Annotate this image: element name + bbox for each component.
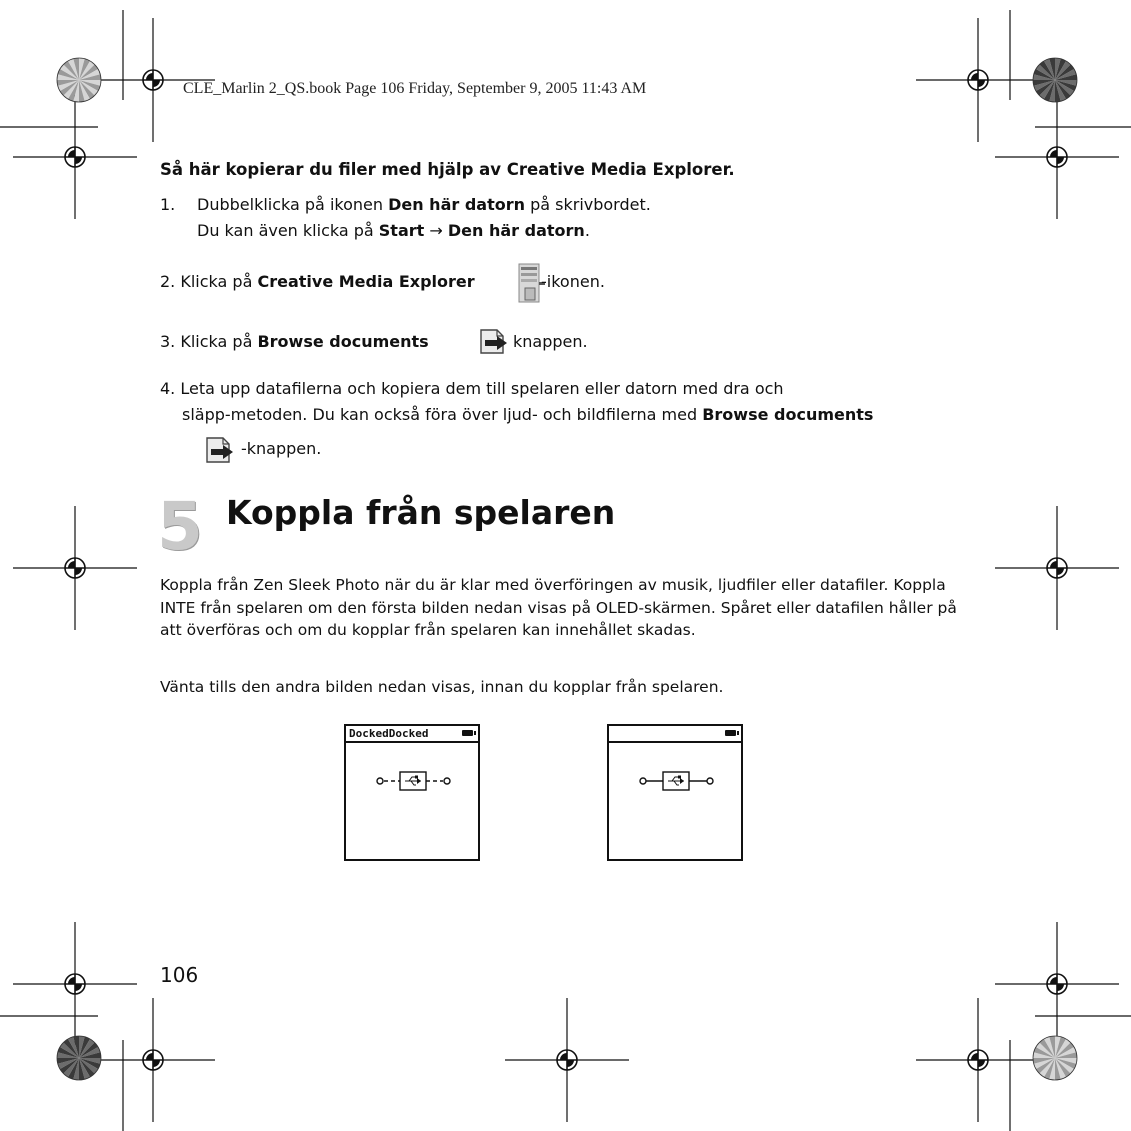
step-1-line-2: Du kan även klicka på Start → Den här datorn. [197, 221, 590, 240]
intro-heading: Så här kopierar du filer med hjälp av Creative Media Explorer. [160, 160, 735, 179]
step-4-line-2: släpp-metoden. Du kan också föra över ljud- och bildfilerna med Browse documents [182, 405, 874, 424]
color-bar-wheel-icon [57, 58, 101, 102]
usb-connection-dashed-icon [376, 766, 452, 796]
registration-target-icon [916, 18, 1040, 142]
body-paragraph: Koppla från Zen Sleek Photo när du är klar med överföringen av musik, ljudfiler eller datafiler. Koppla INTE från spelaren om den första bilden nedan visas på OLED-skärmen. Spåret eller datafilen håller på att överföras och om du kopplar från spelaren kan innehållet skadas. [160, 576, 957, 639]
step-number: 1. [160, 195, 176, 214]
oled-screen-transferring [344, 724, 480, 861]
section-number: 5 [157, 488, 203, 565]
step-number: 4. [160, 379, 176, 398]
section-title: Koppla från spelaren [226, 493, 616, 532]
screen-status-bar [609, 726, 741, 743]
page-number: 106 [160, 963, 199, 987]
battery-icon [462, 730, 473, 736]
color-bar-wheel-icon [1033, 58, 1077, 102]
step-1: 1. Dubbelklicka på ikonen Den här datorn på skrivbordet. [160, 193, 651, 217]
header-slug: CLE_Marlin 2_QS.book Page 106 Friday, September 9, 2005 11:43 AM [183, 80, 647, 97]
step-3-suffix: knappen. [513, 332, 588, 351]
registration-target-icon [995, 922, 1119, 1046]
registration-target-icon [995, 506, 1119, 630]
step-number: 2. [160, 272, 176, 291]
browse-documents-icon [201, 434, 237, 466]
color-bar-wheel-icon [57, 1036, 101, 1080]
registration-target-icon [13, 922, 137, 1046]
step-2: 2. Klicka på Creative Media Explorer [160, 272, 475, 291]
screen-title: DockedDocked [349, 727, 429, 740]
screen-status-bar [346, 726, 478, 743]
step-3: 3. Klicka på Browse documents [160, 332, 429, 351]
battery-icon [725, 730, 736, 736]
step-number: 3. [160, 332, 176, 351]
registration-target-icon [13, 95, 137, 219]
step-2-suffix: -ikonen. [541, 272, 605, 291]
step-4-suffix: -knappen. [241, 439, 322, 458]
registration-target-icon [995, 95, 1119, 219]
step-4: 4. Leta upp datafilerna och kopiera dem till spelaren eller datorn med dra och [160, 379, 784, 398]
registration-target-icon [91, 998, 215, 1122]
oled-screen-ready [607, 724, 743, 861]
registration-target-icon [505, 998, 629, 1122]
browse-documents-icon [475, 326, 511, 356]
color-bar-wheel-icon [1033, 1036, 1077, 1080]
registration-target-icon [13, 506, 137, 630]
registration-target-icon [916, 998, 1040, 1122]
arrow-right-icon: → [429, 221, 443, 240]
usb-connection-solid-icon [639, 766, 715, 796]
body-paragraph-2: Vänta tills den andra bilden nedan visas, innan du kopplar från spelaren. [160, 678, 724, 696]
